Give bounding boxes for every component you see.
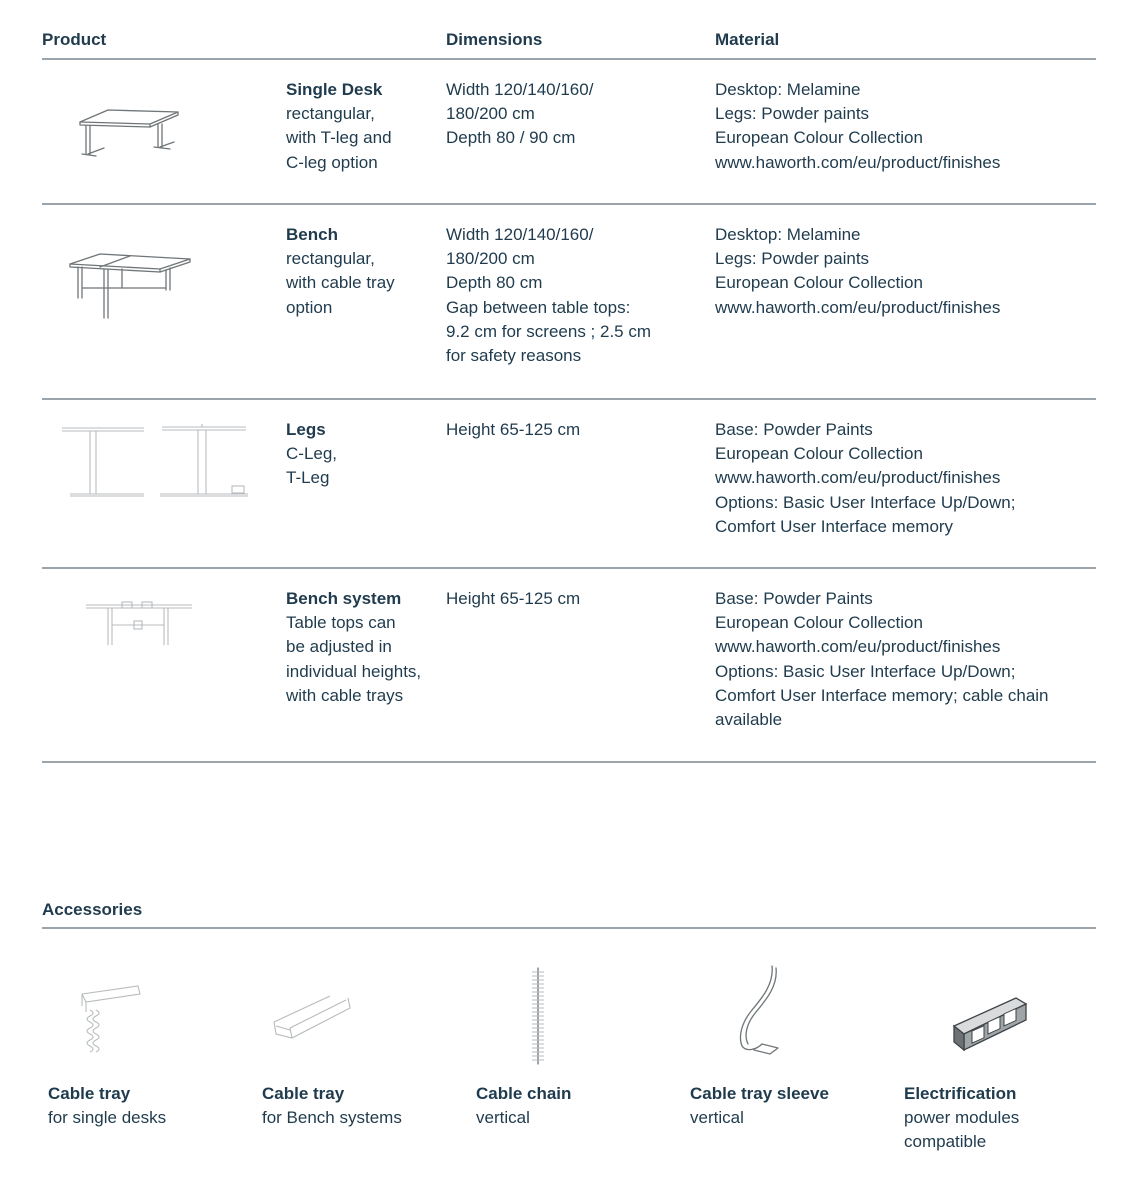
product-desc-line: individual heights, [286,661,422,681]
dimension-line: 180/200 cm [446,249,535,269]
accessory-title: Electrification [904,1084,1017,1103]
accessory-subtitle: vertical [476,1108,530,1127]
material-line: www.haworth.com/eu/product/finishes [715,152,1001,172]
dimension-line: 9.2 cm for screens ; 2.5 cm [446,321,652,341]
product-desc-line: C-leg option [286,152,378,172]
dimension-line: 180/200 cm [446,104,535,124]
table-row [42,400,1096,569]
table-header [42,0,1096,60]
material-line: Comfort User Interface memory; cable chain [715,685,1049,705]
accessory-item [48,960,248,1130]
product-desc-line: Table tops can [286,613,396,633]
accessory-title: Cable tray [48,1084,131,1103]
product-name: Legs [286,420,326,439]
power-module-drawing-icon [952,996,1030,1054]
accessory-title: Cable tray sleeve [690,1084,829,1103]
dimension-line: Depth 80 / 90 cm [446,128,576,148]
bench-drawing-icon [68,250,198,325]
material-cell [715,78,1095,175]
product-name: Bench system [286,589,402,608]
accessory-title: Cable tray [262,1084,345,1103]
accessory-item [904,960,1104,1154]
cable-tray-bench-drawing-icon [272,996,354,1046]
product-desc-line: rectangular, [286,249,375,269]
product-name-cell [286,223,441,320]
product-desc-line: option [286,297,333,317]
material-line: Options: Basic User Interface Up/Down; [715,492,1016,512]
material-line: European Colour Collection [715,273,923,293]
product-desc-line: with cable tray [286,273,395,293]
product-desc-line: rectangular, [286,104,375,124]
accessory-item [476,960,676,1130]
material-line: European Colour Collection [715,444,923,464]
dimension-line: Height 65-125 cm [446,420,581,439]
material-line: European Colour Collection [715,613,923,633]
accessory-subtitle: for Bench systems [262,1108,402,1127]
material-line: Options: Basic User Interface Up/Down; [715,661,1016,681]
accessory-subtitle: vertical [690,1108,744,1127]
material-line: Legs: Powder paints [715,249,870,269]
material-line: Desktop: Melamine [715,225,861,244]
accessory-item [262,960,462,1130]
cable-chain-drawing-icon [526,966,550,1066]
dimension-line: Height 65-125 cm [446,589,581,608]
material-line: Base: Powder Paints [715,420,873,439]
dimensions-cell [446,587,676,611]
product-name: Bench [286,225,338,244]
cable-tray-single-drawing-icon [76,980,146,1060]
legs-drawing-icon [60,422,250,500]
material-line: www.haworth.com/eu/product/finishes [715,297,1001,317]
material-line: European Colour Collection [715,128,923,148]
material-cell [715,223,1095,320]
dimension-line: Width 120/140/160/ [446,80,594,99]
accessory-title: Cable chain [476,1084,572,1103]
dimensions-cell [446,418,676,442]
dimensions-cell [446,78,676,151]
accessories-title: Accessories [42,900,143,919]
header-product: Product [42,30,107,49]
material-line: Comfort User Interface memory [715,516,954,536]
product-name-cell [286,78,441,175]
bench-system-drawing-icon [84,599,196,649]
product-desc-line: with T-leg and [286,128,392,148]
accessory-item [690,960,890,1130]
dimension-line: for safety reasons [446,346,582,366]
material-cell [715,587,1095,732]
product-name: Single Desk [286,80,383,99]
dimensions-cell [446,223,676,368]
material-line: Legs: Powder paints [715,104,870,124]
cable-sleeve-drawing-icon [734,964,784,1060]
product-desc-line: with cable trays [286,685,404,705]
table-row [42,569,1096,763]
material-line: www.haworth.com/eu/product/finishes [715,468,1001,488]
product-name-cell [286,418,441,491]
material-line: Base: Powder Paints [715,589,873,608]
header-material: Material [715,30,780,49]
product-desc-line: be adjusted in [286,637,392,657]
accessory-subtitle: power modules [904,1108,1020,1127]
material-cell [715,418,1095,539]
material-line: available [715,710,783,730]
dimension-line: Gap between table tops: [446,297,631,317]
product-name-cell [286,587,441,708]
header-dimensions: Dimensions [446,30,543,49]
material-line: Desktop: Melamine [715,80,861,99]
material-line: www.haworth.com/eu/product/finishes [715,637,1001,657]
dimension-line: Depth 80 cm [446,273,543,293]
accessories-divider [42,927,1096,929]
single-desk-drawing-icon [78,102,188,172]
dimension-line: Width 120/140/160/ [446,225,594,244]
table-row [42,60,1096,205]
accessory-subtitle: compatible [904,1132,987,1151]
product-table [42,0,1096,763]
product-desc-line: T-Leg [286,468,330,488]
product-desc-line: C-Leg, [286,444,338,464]
accessory-subtitle: for single desks [48,1108,167,1127]
table-row [42,205,1096,400]
